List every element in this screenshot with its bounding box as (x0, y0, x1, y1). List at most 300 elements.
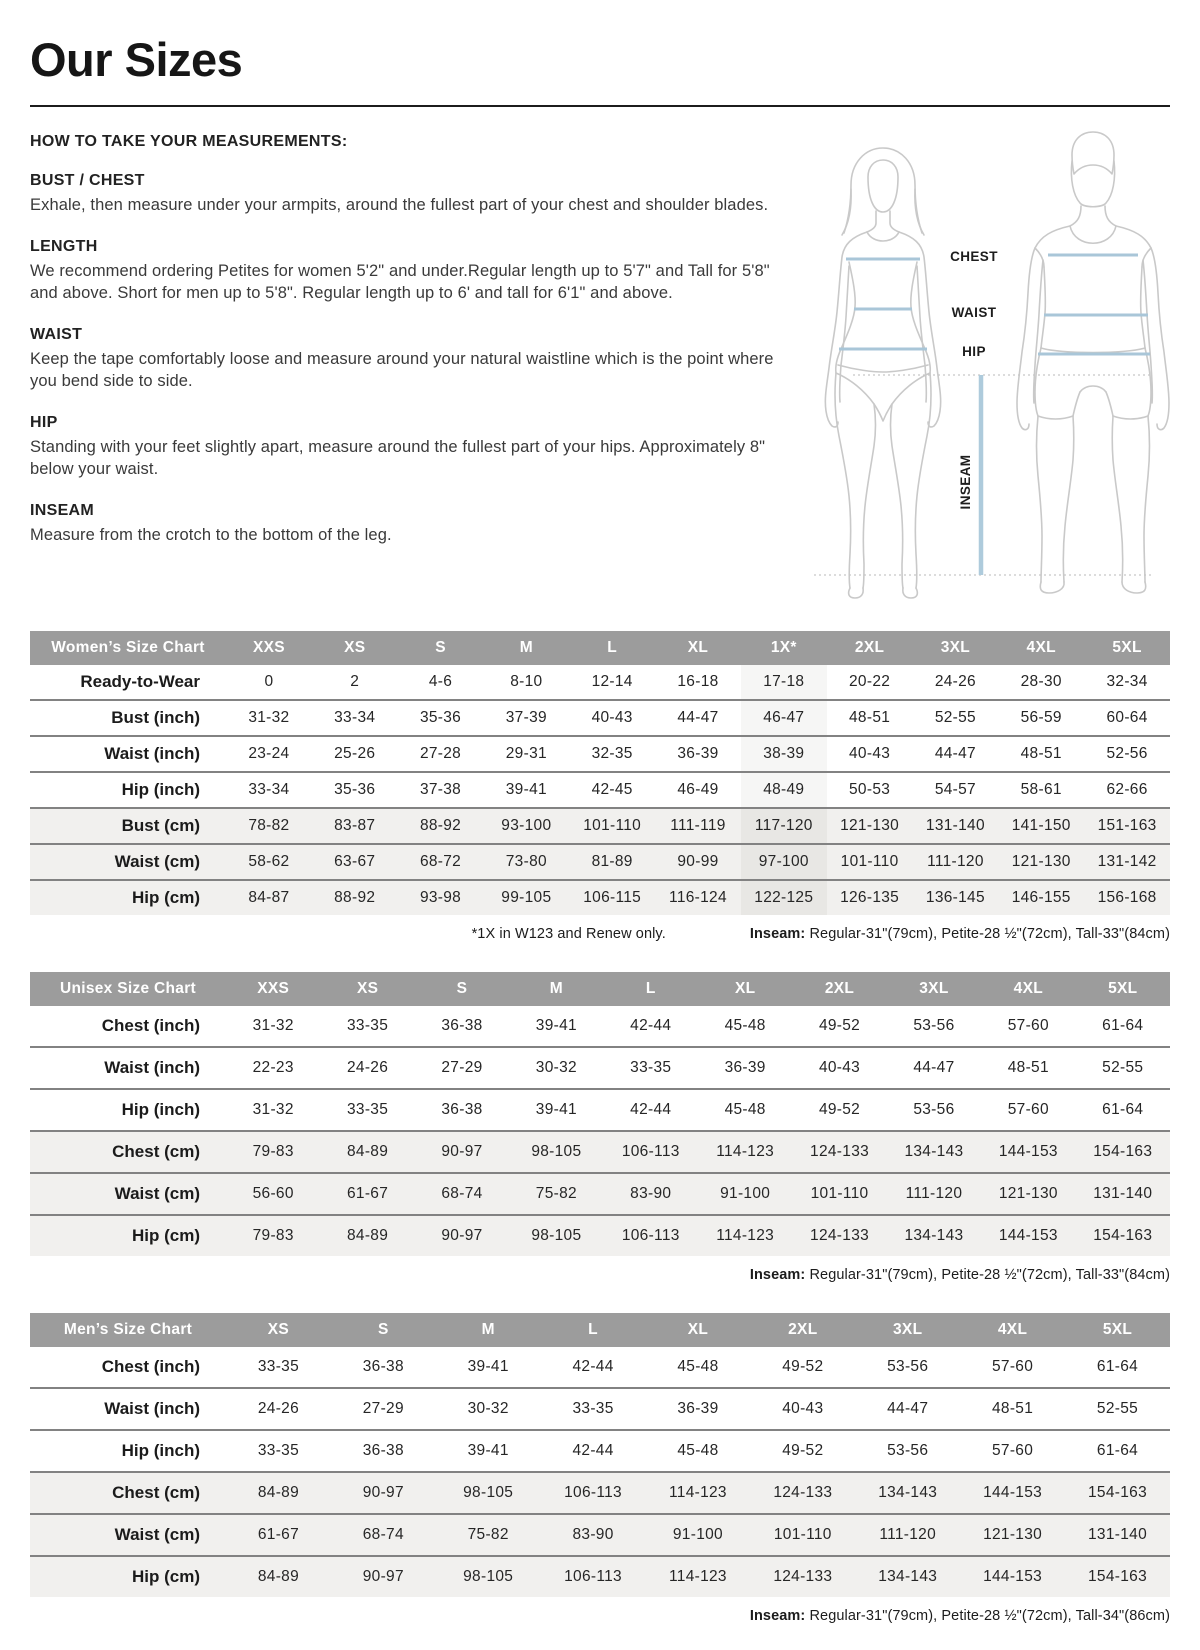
size-cell: 20-22 (849, 673, 891, 690)
column-header: 3XL (887, 972, 981, 1006)
size-cell: 54-57 (934, 781, 976, 798)
footnote-1x: *1X in W123 and Renew only. (471, 926, 666, 942)
size-cell: 57-60 (991, 1358, 1034, 1375)
row-label: Chest (cm) (112, 1142, 200, 1161)
size-cell: 12-14 (591, 673, 633, 690)
size-cell: 93-98 (419, 889, 462, 906)
size-cell: 114-123 (716, 1227, 775, 1244)
size-cell: 122-125 (741, 880, 827, 915)
table-row (30, 808, 1170, 844)
measurement-lines (814, 255, 1152, 575)
size-cell: 42-45 (591, 781, 633, 798)
column-header: S (415, 972, 509, 1006)
size-cell: 154-163 (1093, 1227, 1153, 1244)
column-header: L (569, 631, 655, 665)
size-cell: 131-140 (925, 817, 985, 834)
size-cell: 37-38 (419, 781, 462, 798)
size-cell: 35-36 (419, 709, 462, 726)
size-cell: 134-143 (904, 1227, 964, 1244)
size-cell: 57-60 (1007, 1101, 1049, 1118)
section-body: Standing with your feet slightly apart, measure around the fullest part of your hips. Approximately 8" below your waist. (30, 437, 766, 478)
size-cell: 44-47 (677, 709, 719, 726)
section-inseam (30, 502, 778, 547)
size-cell: 126-135 (840, 889, 900, 906)
column-header: 1X* (741, 631, 827, 665)
size-cell: 111-120 (905, 1185, 963, 1202)
size-cell: 98-105 (463, 1484, 514, 1501)
header-row (30, 1313, 1170, 1347)
section-hip (30, 414, 778, 481)
size-cell: 84-89 (347, 1143, 389, 1160)
size-cell: 90-97 (362, 1484, 404, 1501)
size-cell: 30-32 (535, 1059, 577, 1076)
size-cell: 84-89 (257, 1484, 300, 1501)
size-cell: 36-39 (724, 1059, 766, 1076)
column-header: L (604, 972, 698, 1006)
table-row (30, 1347, 1170, 1388)
inseam-footnote-label: Inseam: (749, 1267, 806, 1283)
size-cell: 28-30 (1020, 673, 1062, 690)
mens-size-chart-table (30, 1313, 1170, 1597)
column-header: XL (646, 1313, 751, 1347)
row-label: Ready-to-Wear (80, 672, 200, 691)
size-cell: 24-26 (934, 673, 976, 690)
size-cell: 124-133 (773, 1568, 833, 1585)
size-cell: 114-123 (669, 1568, 727, 1585)
table-row (30, 1556, 1170, 1597)
size-cell: 98-105 (463, 1568, 514, 1585)
size-cell: 90-97 (441, 1143, 483, 1160)
size-cell: 48-49 (741, 772, 827, 808)
size-cell: 106-115 (583, 889, 642, 906)
size-cell: 90-99 (677, 853, 719, 870)
size-cell: 111-120 (879, 1526, 937, 1543)
size-cell: 49-52 (818, 1017, 861, 1034)
size-cell: 33-35 (630, 1059, 672, 1076)
size-cell: 39-41 (535, 1101, 577, 1118)
size-cell: 44-47 (887, 1400, 929, 1417)
inseam-footnote-text: Regular-31"(79cm), Petite-28 ½"(72cm), Tall-34"(86cm) (805, 1608, 1170, 1624)
row-label: Hip (cm) (132, 1567, 200, 1586)
size-cell: 134-143 (878, 1568, 938, 1585)
size-cell: 58-61 (1020, 781, 1062, 798)
size-cell: 101-110 (583, 817, 642, 834)
row-label: Bust (inch) (111, 708, 200, 727)
size-cell: 88-92 (419, 817, 462, 834)
table-title: Unisex Size Chart (30, 972, 226, 1006)
size-cell: 101-110 (773, 1526, 832, 1543)
column-header: 4XL (981, 972, 1075, 1006)
size-cell: 121-130 (1011, 853, 1071, 870)
size-cell: 23-24 (248, 745, 290, 762)
size-cell: 79-83 (252, 1143, 294, 1160)
row-label: Hip (cm) (132, 1226, 200, 1245)
size-cell: 36-39 (677, 1400, 719, 1417)
size-cell: 45-48 (677, 1358, 719, 1375)
size-cell: 98-105 (531, 1227, 582, 1244)
inseam-label: INSEAM (958, 454, 973, 510)
section-heading: WAIST (30, 325, 83, 343)
table-row (30, 1472, 1170, 1514)
unisex-table-footnotes (30, 1267, 1170, 1283)
size-cell: 27-29 (441, 1059, 483, 1076)
size-cell: 48-51 (849, 709, 891, 726)
size-cell: 45-48 (677, 1442, 719, 1459)
section-length (30, 238, 778, 305)
figure-labels (950, 249, 998, 509)
column-header: 5XL (1084, 631, 1170, 665)
section-heading: INSEAM (30, 501, 95, 519)
size-cell: 154-163 (1088, 1484, 1147, 1501)
size-cell: 48-51 (1007, 1059, 1049, 1076)
size-cell: 33-35 (347, 1017, 389, 1034)
size-cell: 52-55 (934, 709, 976, 726)
female-figure (825, 148, 940, 598)
size-cell: 56-60 (252, 1185, 294, 1202)
size-cell: 62-66 (1106, 781, 1148, 798)
column-header: M (436, 1313, 541, 1347)
column-header: XXS (226, 631, 312, 665)
womens-table-footnotes (30, 926, 1170, 942)
size-cell: 49-52 (782, 1442, 824, 1459)
size-cell: 24-26 (257, 1400, 300, 1417)
size-cell: 33-35 (572, 1400, 614, 1417)
size-cell: 68-72 (419, 853, 462, 870)
size-cell: 25-26 (334, 745, 376, 762)
unisex-size-chart-section (30, 972, 1170, 1283)
column-header: 5XL (1065, 1313, 1170, 1347)
size-cell: 49-52 (818, 1101, 861, 1118)
header-row (30, 972, 1170, 1006)
column-header: XS (226, 1313, 331, 1347)
unisex-size-chart-table (30, 972, 1170, 1256)
size-cell: 44-47 (913, 1059, 955, 1076)
size-cell: 58-62 (248, 853, 290, 870)
column-header: 4XL (998, 631, 1084, 665)
table-row (30, 700, 1170, 736)
size-cell: 32-34 (1106, 673, 1148, 690)
size-cell: 90-97 (362, 1568, 404, 1585)
size-cell: 33-34 (248, 781, 290, 798)
page-title: Our Sizes (30, 33, 243, 86)
row-label: Hip (inch) (121, 780, 200, 799)
size-cell: 40-43 (782, 1400, 824, 1417)
size-cell: 38-39 (741, 736, 827, 772)
footnote-inseam (750, 926, 1170, 942)
column-header: M (509, 972, 603, 1006)
unisex-size-chart (30, 972, 1170, 1256)
size-cell: 36-38 (362, 1442, 404, 1459)
section-heading: BUST / CHEST (30, 172, 145, 189)
size-cell: 124-133 (773, 1484, 833, 1501)
size-cell: 35-36 (334, 781, 376, 798)
size-cell: 73-80 (505, 853, 547, 870)
column-header: 2XL (827, 631, 913, 665)
row-label: Hip (inch) (121, 1441, 200, 1460)
size-cell: 144-153 (983, 1568, 1043, 1585)
size-cell: 61-64 (1096, 1442, 1139, 1459)
size-cell: 121-130 (998, 1185, 1058, 1202)
size-cell: 36-38 (362, 1358, 404, 1375)
row-label: Waist (cm) (114, 1525, 200, 1544)
row-label: Waist (cm) (114, 1184, 200, 1203)
size-cell: 61-64 (1102, 1017, 1144, 1034)
table-row (30, 736, 1170, 772)
row-label: Chest (cm) (112, 1483, 200, 1502)
size-cell: 45-48 (724, 1101, 766, 1118)
size-cell: 106-113 (564, 1568, 622, 1585)
column-header: S (331, 1313, 436, 1347)
figure-column (778, 127, 1170, 605)
size-cell: 61-64 (1096, 1358, 1139, 1375)
size-cell: 42-44 (630, 1101, 672, 1118)
size-cell: 111-120 (927, 853, 984, 870)
size-cell: 60-64 (1106, 709, 1148, 726)
hip-label: HIP (962, 344, 986, 359)
size-cell: 131-140 (1093, 1185, 1153, 1202)
row-label: Chest (inch) (101, 1016, 200, 1035)
table-row (30, 1089, 1170, 1131)
size-cell: 134-143 (904, 1143, 964, 1160)
size-cell: 16-18 (677, 673, 719, 690)
size-cell: 0 (264, 673, 274, 690)
size-cell: 114-123 (669, 1484, 727, 1501)
column-header: XL (655, 631, 741, 665)
size-cell: 91-100 (720, 1185, 771, 1202)
size-cell: 39-41 (467, 1442, 509, 1459)
row-label: Hip (cm) (132, 888, 200, 907)
column-header: XXS (226, 972, 320, 1006)
size-cell: 39-41 (505, 781, 547, 798)
size-cell: 68-74 (362, 1526, 404, 1543)
size-cell: 144-153 (983, 1484, 1043, 1501)
size-cell: 141-150 (1011, 817, 1071, 834)
how-to-heading: HOW TO TAKE YOUR MEASUREMENTS: (30, 133, 348, 150)
size-cell: 79-83 (252, 1227, 294, 1244)
size-cell: 131-142 (1097, 853, 1157, 870)
size-cell: 106-113 (621, 1143, 680, 1160)
size-cell: 42-44 (630, 1017, 672, 1034)
size-cell: 75-82 (535, 1185, 577, 1202)
column-header: 2XL (750, 1313, 855, 1347)
womens-size-chart-section (30, 631, 1170, 942)
size-cell: 31-32 (252, 1101, 294, 1118)
inseam-footnote-text: Regular-31"(79cm), Petite-28 ½"(72cm), Tall-33"(84cm) (805, 926, 1170, 942)
size-cell: 52-55 (1096, 1400, 1139, 1417)
size-cell: 114-123 (716, 1143, 775, 1160)
size-cell: 124-133 (810, 1143, 870, 1160)
size-cell: 42-44 (572, 1442, 614, 1459)
section-heading: HIP (30, 413, 58, 431)
size-cell: 88-92 (334, 889, 376, 906)
size-cell: 33-35 (257, 1358, 300, 1375)
section-body: Keep the tape comfortably loose and measure around your natural waistline which is the point where you bend side to side. (30, 349, 774, 390)
size-cell: 97-100 (741, 844, 827, 880)
size-cell: 46-49 (677, 781, 719, 798)
size-cell: 30-32 (467, 1400, 509, 1417)
size-cell: 33-35 (257, 1442, 300, 1459)
size-cell: 154-163 (1093, 1143, 1153, 1160)
row-label: Waist (inch) (104, 1399, 200, 1418)
size-cell: 156-168 (1097, 889, 1157, 906)
size-cell: 48-51 (1020, 745, 1062, 762)
size-cell: 48-51 (991, 1400, 1034, 1417)
size-cell: 17-18 (741, 665, 827, 700)
size-cell: 68-74 (441, 1185, 483, 1202)
size-cell: 83-90 (630, 1185, 672, 1202)
size-cell: 53-56 (887, 1358, 929, 1375)
column-header: 3XL (855, 1313, 960, 1347)
size-cell: 45-48 (724, 1017, 766, 1034)
inseam-footnote-label: Inseam: (749, 1608, 806, 1624)
size-cell: 151-163 (1097, 817, 1157, 834)
column-header: L (541, 1313, 646, 1347)
size-cell: 31-32 (252, 1017, 294, 1034)
size-cell: 56-59 (1020, 709, 1062, 726)
row-label: Bust (cm) (121, 816, 200, 835)
row-label: Chest (inch) (101, 1357, 200, 1376)
size-cell: 61-67 (347, 1185, 389, 1202)
table-title: Men’s Size Chart (30, 1313, 226, 1347)
size-cell: 81-89 (591, 853, 633, 870)
size-cell: 40-43 (849, 745, 891, 762)
male-figure (1017, 132, 1169, 593)
section-body: Exhale, then measure under your armpits, around the fullest part of your chest and shoulder blades. (30, 196, 769, 214)
section-heading: LENGTH (30, 237, 98, 255)
size-cell: 99-105 (501, 889, 552, 906)
size-cell: 84-89 (347, 1227, 389, 1244)
inseam-footnote-text: Regular-31"(79cm), Petite-28 ½"(72cm), Tall-33"(84cm) (805, 1267, 1170, 1283)
size-cell: 29-31 (505, 745, 547, 762)
section-body: Measure from the crotch to the bottom of the leg. (30, 525, 392, 544)
column-header: XL (698, 972, 792, 1006)
row-label: Waist (inch) (104, 1058, 200, 1077)
size-cell: 40-43 (818, 1059, 861, 1076)
table-row (30, 880, 1170, 915)
size-cell: 144-153 (998, 1227, 1058, 1244)
size-cell: 44-47 (934, 745, 976, 762)
size-cell: 84-89 (257, 1568, 300, 1585)
size-cell: 106-113 (564, 1484, 622, 1501)
footnote-inseam (750, 1608, 1170, 1624)
size-cell: 8-10 (510, 673, 543, 690)
table-row (30, 1514, 1170, 1556)
size-cell: 61-64 (1102, 1101, 1144, 1118)
size-cell: 131-140 (1088, 1526, 1147, 1543)
size-cell: 39-41 (467, 1358, 509, 1375)
size-cell: 52-55 (1102, 1059, 1144, 1076)
size-cell: 101-110 (810, 1185, 869, 1202)
size-cell: 144-153 (998, 1143, 1058, 1160)
size-cell: 49-52 (782, 1358, 824, 1375)
table-row (30, 844, 1170, 880)
size-cell: 27-28 (419, 745, 462, 762)
size-cell: 98-105 (531, 1143, 582, 1160)
section-body: We recommend ordering Petites for women 5'2" and under.Regular length up to 5'7" and Tall for 5'8" and above. Short for men up to 5'8". Regular length up to 6' and tall for 6'1" and above. (30, 261, 770, 302)
size-cell: 4-6 (428, 673, 453, 690)
size-cell: 93-100 (501, 817, 552, 834)
size-cell: 50-53 (849, 781, 891, 798)
footnote-inseam (750, 1267, 1170, 1283)
size-cell: 106-113 (621, 1227, 680, 1244)
column-header: XS (312, 631, 398, 665)
size-cell: 78-82 (248, 817, 290, 834)
size-cell: 52-56 (1106, 745, 1148, 762)
womens-size-chart (30, 631, 1170, 915)
size-cell: 146-155 (1011, 889, 1071, 906)
table-title: Women’s Size Chart (30, 631, 226, 665)
size-cell: 116-124 (669, 889, 727, 906)
row-label: Waist (inch) (104, 744, 200, 763)
size-cell: 91-100 (672, 1526, 723, 1543)
size-cell: 53-56 (913, 1017, 955, 1034)
size-cell: 32-35 (591, 745, 633, 762)
inseam-footnote-label: Inseam: (749, 926, 806, 942)
column-header: 5XL (1076, 972, 1170, 1006)
measurement-figure-illustration (778, 127, 1170, 605)
column-header: 2XL (792, 972, 886, 1006)
mens-size-chart-section (30, 1313, 1170, 1624)
table-row (30, 772, 1170, 808)
size-cell: 37-39 (505, 709, 547, 726)
size-cell: 31-32 (248, 709, 290, 726)
size-cell: 61-67 (257, 1526, 300, 1543)
size-cell: 90-97 (441, 1227, 483, 1244)
column-header: 4XL (960, 1313, 1065, 1347)
size-cell: 83-90 (572, 1526, 614, 1543)
size-cell: 84-87 (248, 889, 290, 906)
size-cell: 57-60 (991, 1442, 1034, 1459)
column-header: M (483, 631, 569, 665)
measurement-instructions-section (30, 133, 1170, 605)
column-header: XS (320, 972, 414, 1006)
size-cell: 53-56 (913, 1101, 955, 1118)
size-cell: 24-26 (347, 1059, 389, 1076)
row-label: Hip (inch) (121, 1100, 200, 1119)
column-header: S (398, 631, 484, 665)
chest-label: CHEST (950, 249, 998, 264)
table-row (30, 1006, 1170, 1047)
size-cell: 121-130 (983, 1526, 1043, 1543)
size-cell: 124-133 (810, 1227, 870, 1244)
table-row (30, 665, 1170, 700)
size-cell: 36-38 (441, 1101, 483, 1118)
size-cell: 33-35 (347, 1101, 389, 1118)
size-cell: 117-120 (741, 808, 827, 844)
waist-label: WAIST (951, 305, 997, 320)
size-cell: 154-163 (1088, 1568, 1147, 1585)
size-cell: 75-82 (467, 1526, 509, 1543)
size-cell: 36-38 (441, 1017, 483, 1034)
header-row (30, 631, 1170, 665)
table-row (30, 1131, 1170, 1173)
table-row (30, 1215, 1170, 1256)
table-row (30, 1430, 1170, 1472)
size-cell: 136-145 (925, 889, 985, 906)
mens-size-chart (30, 1313, 1170, 1597)
section-waist (30, 326, 778, 393)
size-cell: 101-110 (840, 853, 899, 870)
size-cell: 40-43 (591, 709, 633, 726)
size-cell: 39-41 (535, 1017, 577, 1034)
size-cell: 121-130 (840, 817, 900, 834)
size-cell: 57-60 (1007, 1017, 1049, 1034)
size-cell: 33-34 (334, 709, 376, 726)
column-header: 3XL (913, 631, 999, 665)
table-row (30, 1388, 1170, 1430)
row-label: Waist (cm) (114, 852, 200, 871)
size-cell: 46-47 (741, 700, 827, 736)
